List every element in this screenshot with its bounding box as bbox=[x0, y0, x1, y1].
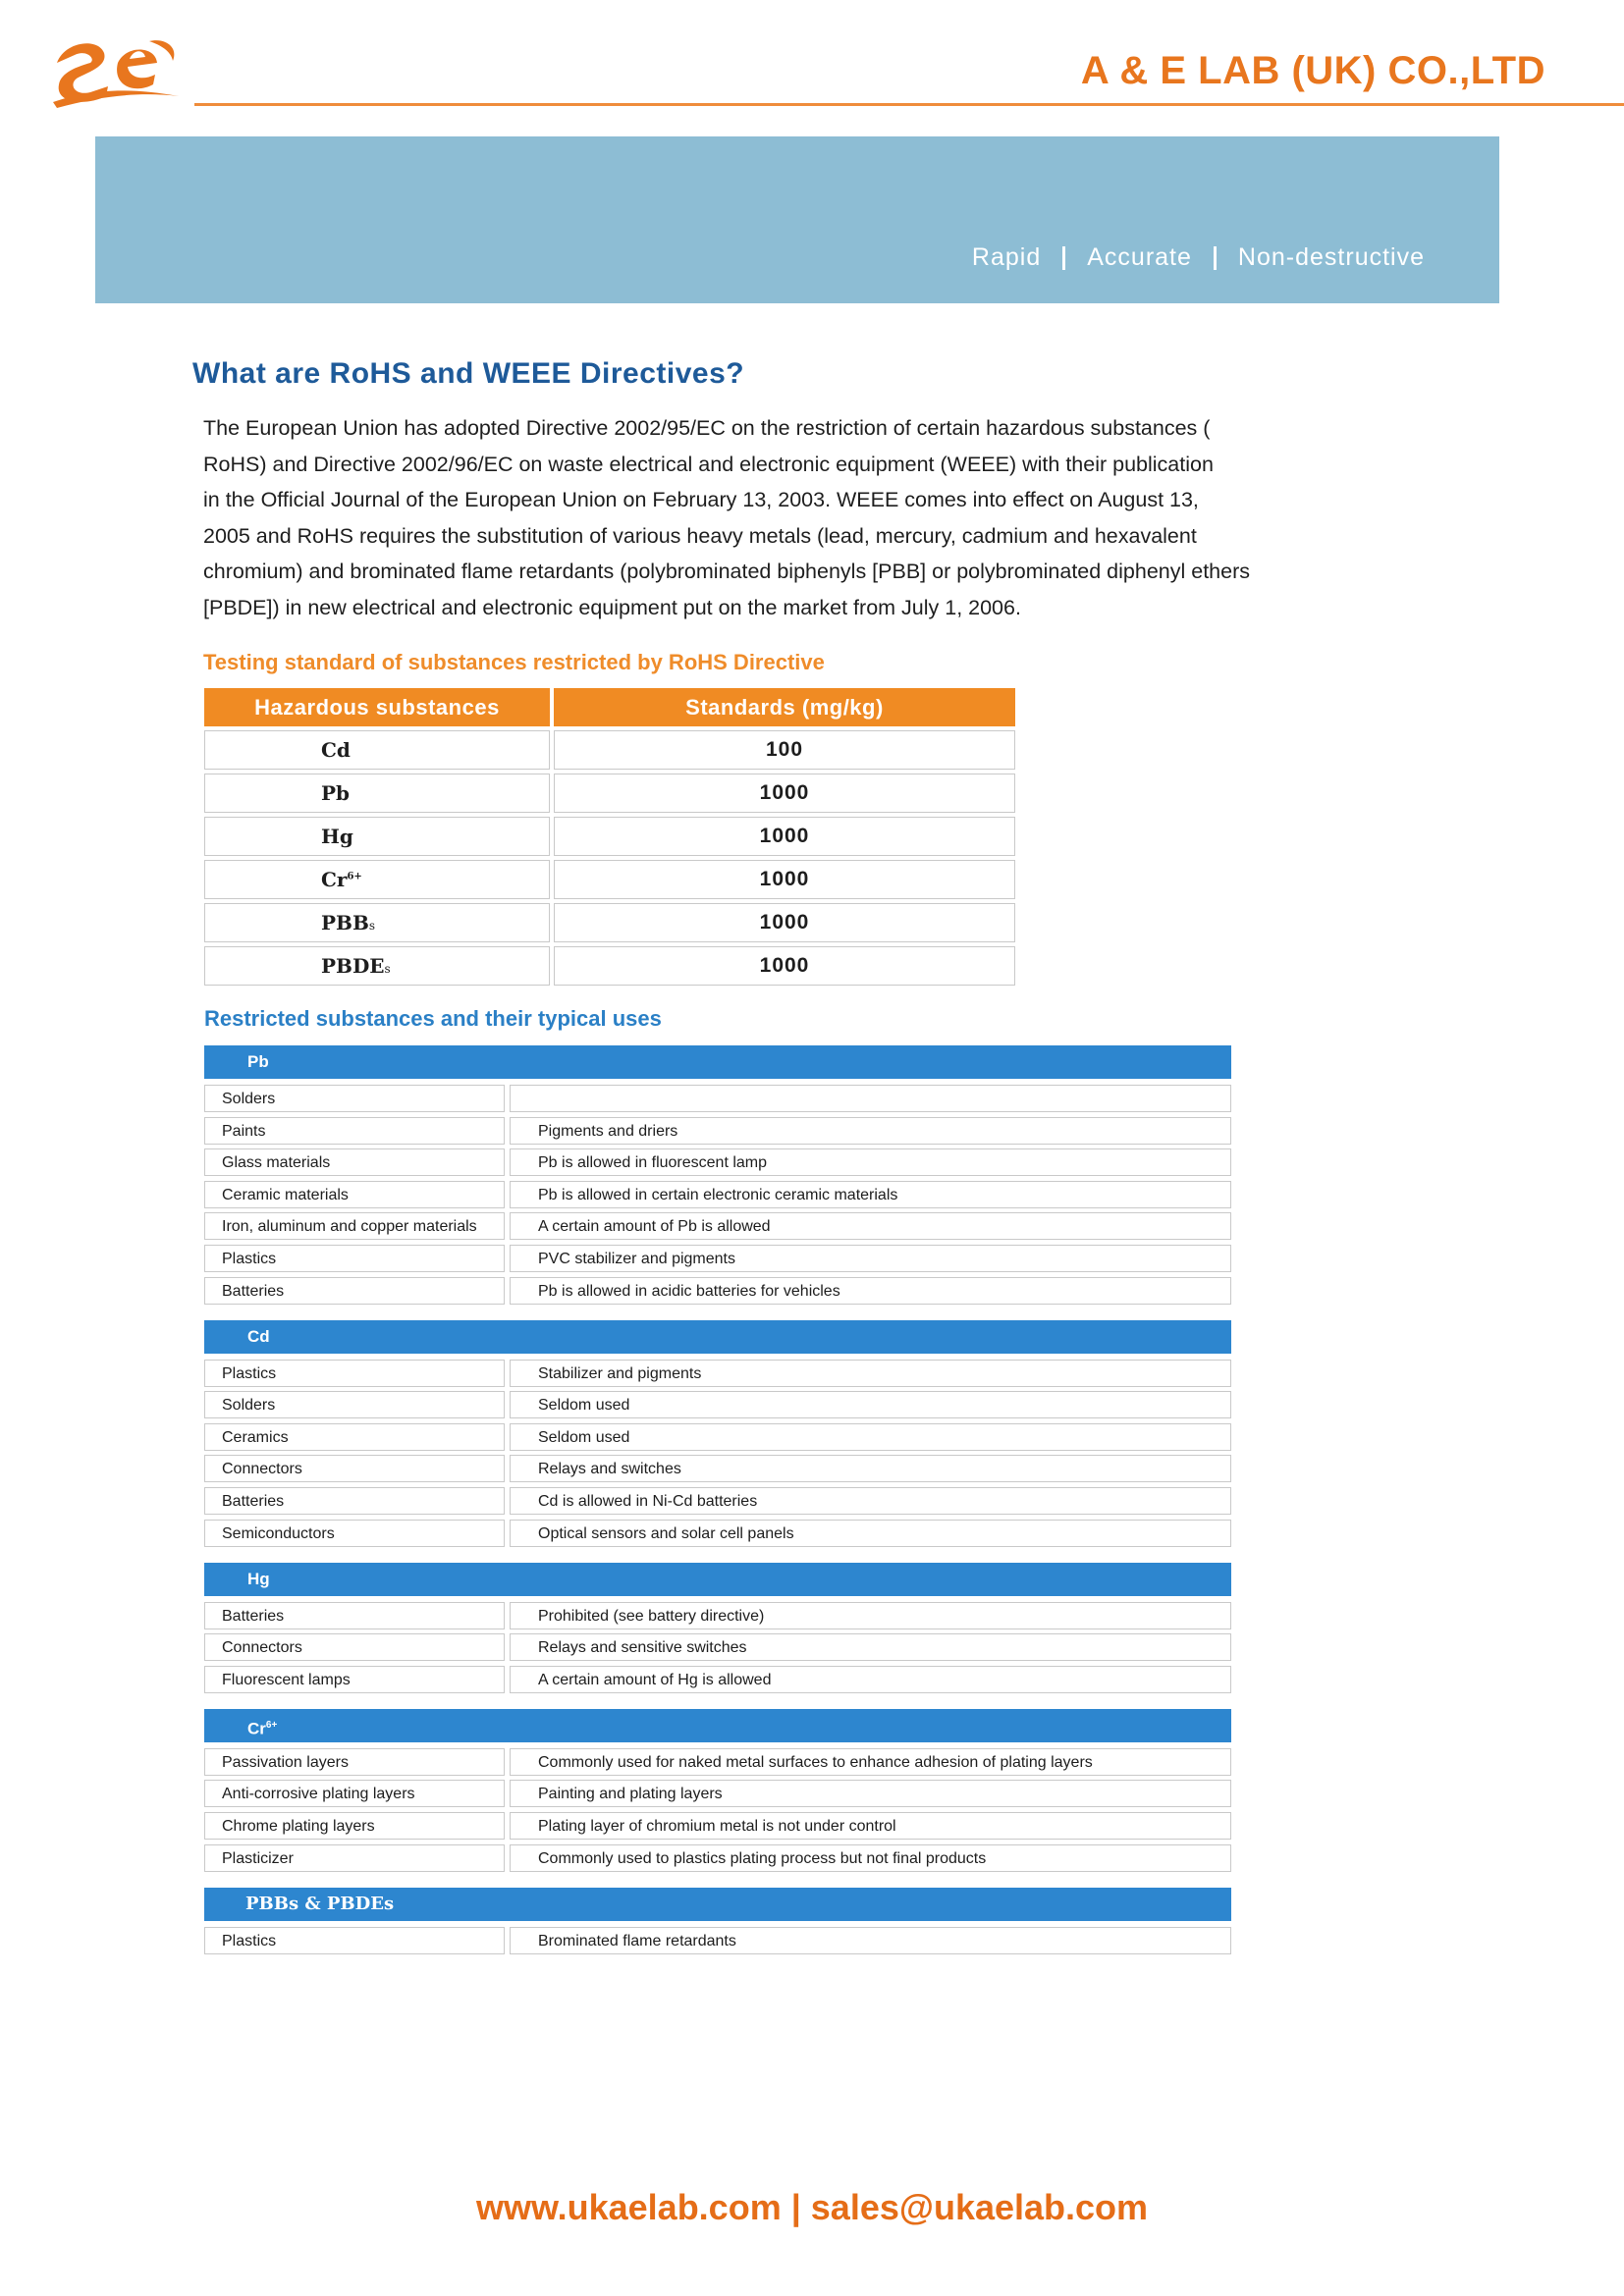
table-row bbox=[204, 1148, 1231, 1176]
material-cell: Connectors bbox=[204, 1633, 505, 1661]
section-heading: What are RoHS and WEEE Directives? bbox=[192, 357, 745, 390]
table-row bbox=[204, 1181, 1231, 1208]
material-cell: Glass materials bbox=[204, 1148, 505, 1176]
standards-row bbox=[204, 817, 1015, 856]
intro-line: RoHS) and Directive 2002/96/EC on waste electrical and electronic equipment (WEEE) with their publication bbox=[203, 452, 1214, 476]
use-cell: Commonly used to plastics plating process but not final products bbox=[510, 1844, 1231, 1872]
table-row bbox=[204, 1602, 1231, 1629]
material-cell: Plastics bbox=[204, 1360, 505, 1387]
intro-line: [PBDE]) in new electrical and electronic equipment put on the market from July 1, 2006. bbox=[203, 595, 1021, 619]
material-cell: Semiconductors bbox=[204, 1520, 505, 1547]
use-cell: A certain amount of Pb is allowed bbox=[510, 1212, 1231, 1240]
tagline-separator bbox=[1214, 246, 1217, 270]
table-row bbox=[204, 1666, 1231, 1693]
use-cell: Cd is allowed in Ni-Cd batteries bbox=[510, 1487, 1231, 1515]
substance-group bbox=[204, 1888, 1231, 1954]
company-logo bbox=[47, 24, 185, 112]
table-row bbox=[204, 1487, 1231, 1515]
use-cell: Pb is allowed in certain electronic ceramic materials bbox=[510, 1181, 1231, 1208]
table-row bbox=[204, 1117, 1231, 1145]
use-cell: Brominated flame retardants bbox=[510, 1927, 1231, 1954]
table-row bbox=[204, 1520, 1231, 1547]
material-cell: Ceramics bbox=[204, 1423, 505, 1451]
table-row bbox=[204, 1277, 1231, 1305]
table-row bbox=[204, 1423, 1231, 1451]
standards-row bbox=[204, 730, 1015, 770]
substance-name bbox=[204, 774, 550, 813]
use-cell: Stabilizer and pigments bbox=[510, 1360, 1231, 1387]
table-row bbox=[204, 1844, 1231, 1872]
material-cell: Passivation layers bbox=[204, 1748, 505, 1776]
substance-name bbox=[204, 946, 550, 986]
material-cell: Anti-corrosive plating layers bbox=[204, 1780, 505, 1807]
material-cell: Fluorescent lamps bbox=[204, 1666, 505, 1693]
table-row bbox=[204, 1245, 1231, 1272]
tagline-separator bbox=[1062, 246, 1065, 270]
standard-value: 1000 bbox=[554, 860, 1015, 899]
group-header bbox=[204, 1563, 1231, 1596]
use-cell: Prohibited (see battery directive) bbox=[510, 1602, 1231, 1629]
material-cell: Connectors bbox=[204, 1455, 505, 1482]
tagline bbox=[972, 243, 1425, 272]
use-cell: Pb is allowed in fluorescent lamp bbox=[510, 1148, 1231, 1176]
substance-symbol: PBDE bbox=[321, 954, 385, 978]
use-cell: Pb is allowed in acidic batteries for vehicles bbox=[510, 1277, 1231, 1305]
table-row bbox=[204, 1812, 1231, 1840]
table-row bbox=[204, 1633, 1231, 1661]
material-cell: Plastics bbox=[204, 1927, 505, 1954]
tagline-rapid: Rapid bbox=[971, 243, 1042, 271]
substance-symbol: Hg bbox=[321, 825, 353, 848]
material-cell: Ceramic materials bbox=[204, 1181, 505, 1208]
substance-symbol: Pb bbox=[321, 781, 351, 805]
table-row bbox=[204, 1780, 1231, 1807]
material-cell: Paints bbox=[204, 1117, 505, 1145]
standards-row bbox=[204, 903, 1015, 942]
standard-value: 1000 bbox=[554, 774, 1015, 813]
intro-line: The European Union has adopted Directive 2002/95/EC on the restriction of certain hazardous substances ( bbox=[203, 416, 1211, 440]
use-cell: Seldom used bbox=[510, 1391, 1231, 1418]
substance-name bbox=[204, 730, 550, 770]
material-cell: Batteries bbox=[204, 1602, 505, 1629]
material-cell: Iron, aluminum and copper materials bbox=[204, 1212, 505, 1240]
substance-symbol: Cd bbox=[321, 738, 351, 762]
use-cell: Painting and plating layers bbox=[510, 1780, 1231, 1807]
group-header bbox=[204, 1045, 1231, 1079]
standards-title: Testing standard of substances restricted by RoHS Directive bbox=[203, 650, 825, 674]
group-label: Cr bbox=[247, 1719, 266, 1738]
table-row bbox=[204, 1927, 1231, 1954]
substance-group bbox=[204, 1709, 1231, 1872]
substance-name bbox=[204, 860, 550, 899]
table-row bbox=[204, 1360, 1231, 1387]
substance-group bbox=[204, 1563, 1231, 1693]
use-cell: Relays and sensitive switches bbox=[510, 1633, 1231, 1661]
column-header-standard: Standards (mg/kg) bbox=[554, 688, 1015, 726]
use-cell: Plating layer of chromium metal is not under control bbox=[510, 1812, 1231, 1840]
substance-name bbox=[204, 903, 550, 942]
tagline-non-destructive: Non-destructive bbox=[1237, 243, 1425, 271]
group-label: PBBs & PBDEs bbox=[245, 1893, 395, 1914]
column-header-substance: Hazardous substances bbox=[204, 688, 550, 726]
standards-row bbox=[204, 946, 1015, 986]
uses-table bbox=[204, 1045, 1231, 1970]
group-charge: 6+ bbox=[265, 1719, 278, 1731]
standards-row bbox=[204, 860, 1015, 899]
standard-value: 100 bbox=[554, 730, 1015, 770]
header-divider bbox=[194, 103, 1624, 106]
table-row bbox=[204, 1391, 1231, 1418]
group-header bbox=[204, 1709, 1231, 1742]
intro-paragraph bbox=[203, 410, 1303, 625]
standards-row bbox=[204, 774, 1015, 813]
substance-name bbox=[204, 817, 550, 856]
material-cell: Solders bbox=[204, 1391, 505, 1418]
use-cell: Seldom used bbox=[510, 1423, 1231, 1451]
intro-line: chromium) and brominated flame retardants (polybrominated biphenyls [PBB] or polybrominated diphenyl ethers bbox=[203, 560, 1250, 583]
material-cell: Batteries bbox=[204, 1487, 505, 1515]
standards-table bbox=[200, 684, 1019, 989]
substance-group bbox=[204, 1045, 1231, 1305]
table-row bbox=[204, 1455, 1231, 1482]
substance-symbol: PBB bbox=[321, 911, 369, 934]
material-cell: Solders bbox=[204, 1085, 505, 1112]
group-label: Hg bbox=[247, 1569, 270, 1588]
use-cell bbox=[510, 1085, 1231, 1112]
substance-suffix: s bbox=[368, 919, 376, 933]
substance-suffix: s bbox=[384, 962, 391, 976]
use-cell: A certain amount of Hg is allowed bbox=[510, 1666, 1231, 1693]
standard-value: 1000 bbox=[554, 903, 1015, 942]
intro-line: 2005 and RoHS requires the substitution of various heavy metals (lead, mercury, cadmium and hexavalent bbox=[203, 523, 1197, 548]
material-cell: Plastics bbox=[204, 1245, 505, 1272]
group-label: Cd bbox=[247, 1326, 270, 1346]
group-label: Pb bbox=[247, 1052, 269, 1071]
uses-title: Restricted substances and their typical uses bbox=[204, 1006, 662, 1031]
use-cell: Pigments and driers bbox=[510, 1117, 1231, 1145]
tagline-accurate: Accurate bbox=[1087, 243, 1192, 271]
substance-group bbox=[204, 1320, 1231, 1547]
use-cell: Commonly used for naked metal surfaces to enhance adhesion of plating layers bbox=[510, 1748, 1231, 1776]
use-cell: PVC stabilizer and pigments bbox=[510, 1245, 1231, 1272]
table-row bbox=[204, 1212, 1231, 1240]
material-cell: Batteries bbox=[204, 1277, 505, 1305]
substance-charge: 6+ bbox=[347, 871, 362, 882]
hero-banner bbox=[95, 136, 1499, 303]
group-header bbox=[204, 1320, 1231, 1354]
material-cell: Plasticizer bbox=[204, 1844, 505, 1872]
footer-contact[interactable]: www.ukaelab.com | sales@ukaelab.com bbox=[475, 2187, 1149, 2227]
standard-value: 1000 bbox=[554, 946, 1015, 986]
substance-symbol: Cr bbox=[321, 868, 348, 891]
company-name: A & E LAB (UK) CO.,LTD bbox=[1080, 49, 1545, 92]
use-cell: Relays and switches bbox=[510, 1455, 1231, 1482]
use-cell: Optical sensors and solar cell panels bbox=[510, 1520, 1231, 1547]
table-row bbox=[204, 1085, 1231, 1112]
material-cell: Chrome plating layers bbox=[204, 1812, 505, 1840]
group-header bbox=[204, 1888, 1231, 1921]
table-row bbox=[204, 1748, 1231, 1776]
standard-value: 1000 bbox=[554, 817, 1015, 856]
intro-line: in the Official Journal of the European Union on February 13, 2003. WEEE comes into effect on August 13, bbox=[203, 488, 1199, 511]
